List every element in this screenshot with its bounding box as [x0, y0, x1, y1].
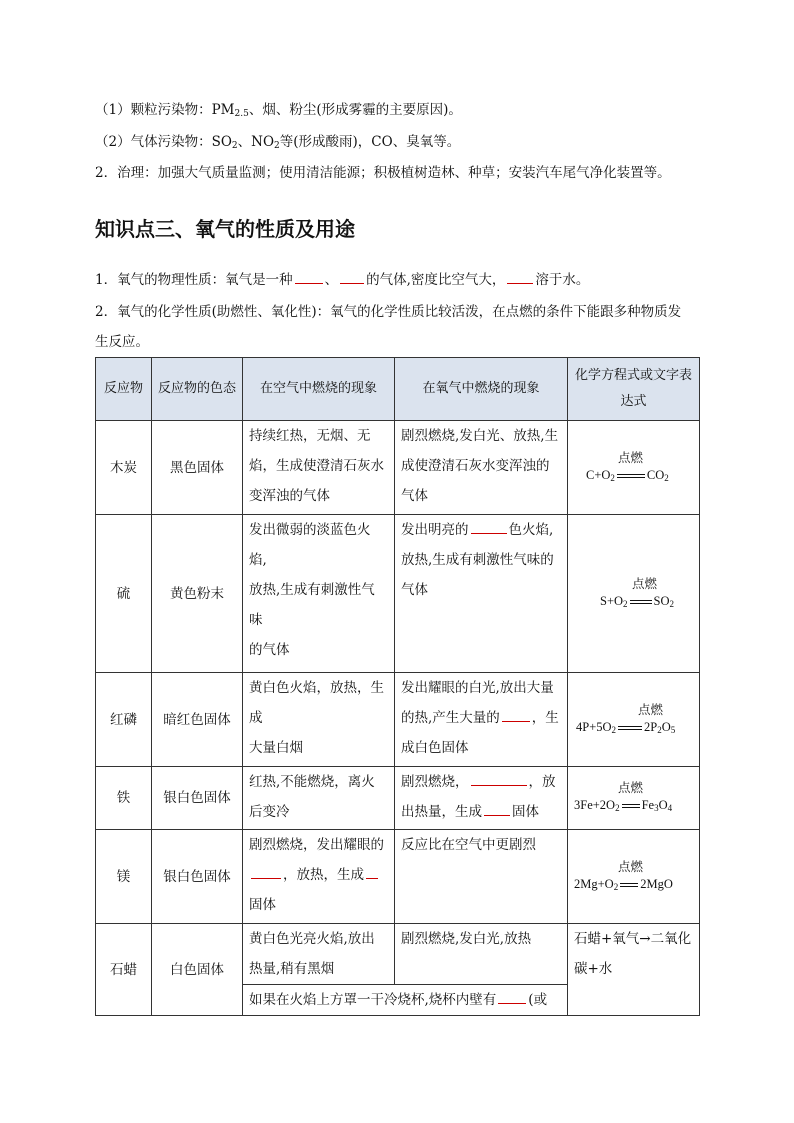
- equation-sulfur: 点燃 $S+O_2$ $SO_2$: [568, 515, 700, 673]
- table-row: 铁 银白色固体 红热,不能燃烧，离火后变冷 剧烈燃烧， ，放出热量，生成 固体 点燃 $3Fe+2O_2$ $Fe_3O_4$: [96, 767, 700, 830]
- answer-blank[interactable]: [366, 865, 378, 879]
- physical-property-line: 1．氧气的物理性质：氧气是一种 、 的气体,密度比空气大， 溶于水。: [95, 272, 590, 288]
- equation-phosphorus: 点燃 $4P+5O_2$ $2P_2O_5$: [568, 673, 700, 767]
- header-reactant: 反应物: [96, 358, 152, 421]
- answer-blank[interactable]: [295, 270, 323, 284]
- header-air: 在空气中燃烧的现象: [243, 358, 395, 421]
- reaction-arrow-icon: [620, 883, 638, 887]
- answer-blank[interactable]: [340, 270, 364, 284]
- table-row: 红磷 暗红色固体 黄白色火焰，放热，生成 大量白烟 发出耀眼的白光,放出大量的热,产生大量的 ，生成白色固体 点燃 $4P+5O_2$ $2P_2O_5$: [96, 673, 700, 767]
- chemical-property-line-2: 生反应。: [95, 334, 149, 350]
- answer-blank[interactable]: [484, 802, 510, 816]
- equation-wax: 石蜡+氧气→二氧化碳+水: [568, 924, 700, 1016]
- answer-blank[interactable]: [502, 708, 530, 722]
- header-equation: 化学方程式或文字表达式: [568, 358, 700, 421]
- equation-magnesium: 点燃 $2Mg+O_2$ 2MgO: [568, 830, 700, 924]
- answer-blank[interactable]: [251, 865, 281, 879]
- table-row: 石蜡 白色固体 黄白色光亮火焰,放出热量,稍有黑烟 剧烈燃烧,发白光,放热 石蜡+氧气→二氧化碳+水: [96, 924, 700, 985]
- header-state: 反应物的色态: [152, 358, 243, 421]
- reaction-arrow-icon: [617, 474, 645, 478]
- table-row: 木炭 黑色固体 持续红热，无烟、无焰，生成使澄清石灰水变浑浊的气体 剧烈燃烧,发白光、放热,生成使澄清石灰水变浑浊的气体 点燃 $C+O_2$ $CO_2$: [96, 421, 700, 515]
- answer-blank[interactable]: [498, 990, 526, 1004]
- header-oxygen: 在氧气中燃烧的现象: [395, 358, 568, 421]
- section-title: 知识点三、氧气的性质及用途: [95, 217, 355, 241]
- equation-carbon: 点燃 $C+O_2$ $CO_2$: [568, 421, 700, 515]
- pollutant-particle-line: （1）颗粒污染物：$PM_{2.5}$、烟、粉尘(形成雾霾的主要原因)。: [95, 102, 462, 119]
- reaction-arrow-icon: [622, 804, 640, 808]
- reaction-arrow-icon: [618, 726, 642, 730]
- pollutant-gas-line: （2）气体污染物：$SO_2$、$NO_2$等(形成酸雨)，CO、臭氧等。: [95, 134, 461, 151]
- combustion-table: [95, 357, 700, 1016]
- answer-blank[interactable]: [471, 520, 507, 534]
- answer-blank[interactable]: [507, 270, 533, 284]
- reaction-arrow-icon: [630, 600, 652, 604]
- answer-blank[interactable]: [471, 772, 527, 786]
- governance-line: 2．治理：加强大气质量监测；使用清洁能源；积极植树造林、种草；安装汽车尾气净化装置等。: [95, 165, 671, 181]
- equation-iron: 点燃 $3Fe+2O_2$ $Fe_3O_4$: [568, 767, 700, 830]
- table-row: 硫 黄色粉末 发出微弱的淡蓝色火焰, 放热,生成有刺激性气味 的气体 发出明亮的 色火焰,放热,生成有刺激性气味的气体 点燃 $S+O_2$ $SO_2$: [96, 515, 700, 673]
- table-row: 镁 银白色固体 剧烈燃烧，发出耀眼的，放热，生成固体 反应比在空气中更剧烈 点燃 $2Mg+O_2$ 2MgO: [96, 830, 700, 924]
- table-row: 如果在火焰上方罩一干冷烧杯,烧杯内壁有 (或: [96, 985, 700, 1016]
- chemical-property-line: 2．氧气的化学性质(助燃性、氧化性)：氧气的化学性质比较活泼，在点燃的条件下能跟多种物质发: [95, 304, 682, 320]
